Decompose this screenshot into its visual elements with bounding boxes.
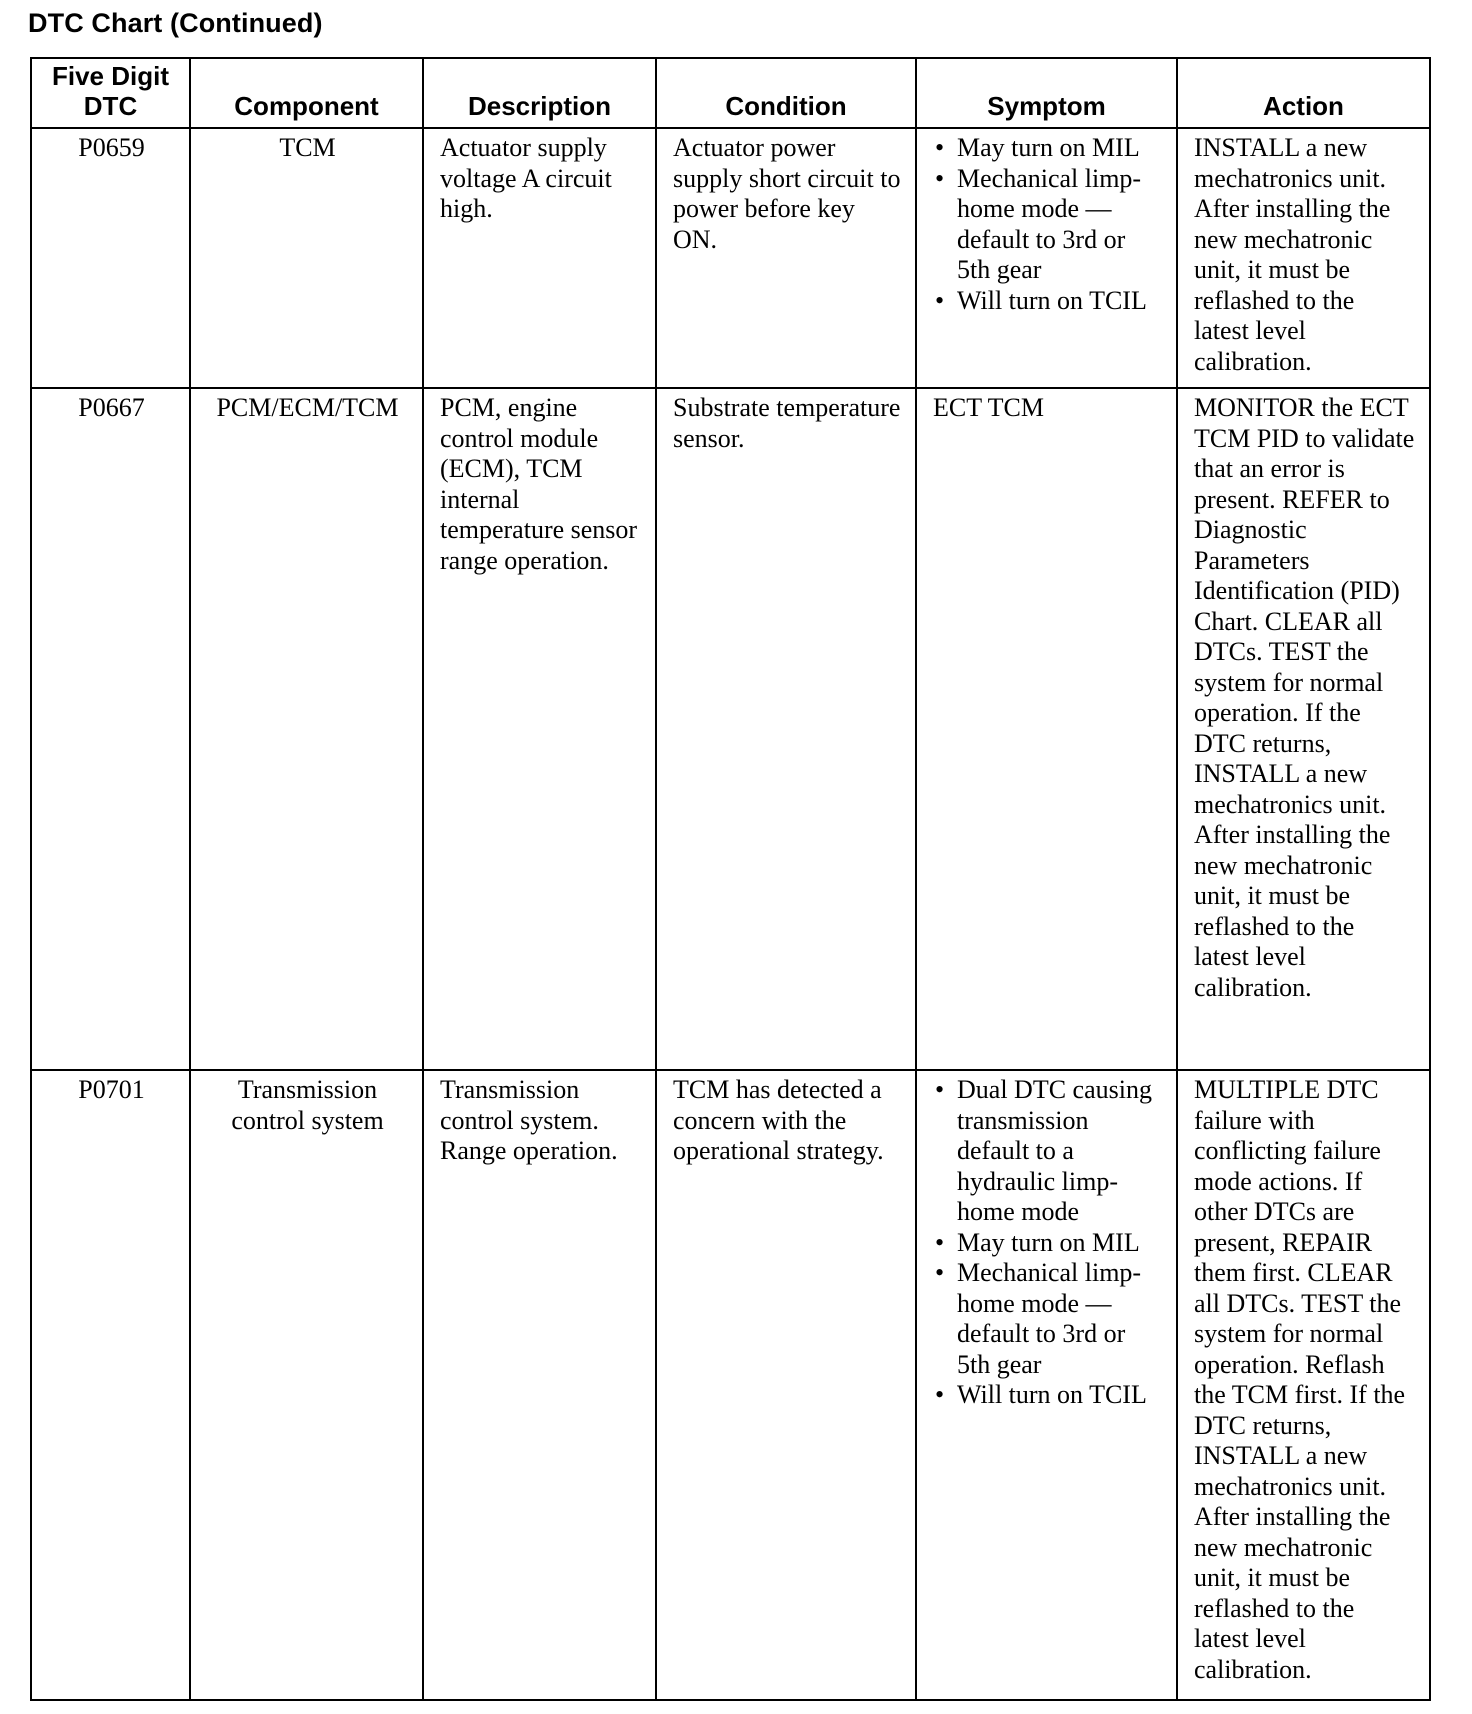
table-row (31, 1070, 1430, 1700)
condition-cell: Actuator power supply short circuit to power before key ON. (656, 128, 916, 388)
component-cell: Transmission control system (190, 1070, 423, 1700)
table-row (31, 388, 1430, 1070)
symptom-cell (916, 1070, 1177, 1700)
description-cell: PCM, engine control module (ECM), TCM internal temperature sensor range operation. (423, 388, 656, 1070)
dtc-code: P0659 (31, 128, 190, 388)
symptom-item: • Will turn on TCIL (933, 1380, 1162, 1411)
table-row (31, 128, 1430, 388)
header-action: Action (1177, 58, 1430, 128)
action-cell: MONITOR the ECT TCM PID to validate that an error is present. REFER to Diagnostic Parameters Identification (PID) Chart. CLEAR all DTCs. TEST the system for normal operation. If the DTC returns, INSTALL a new mechatronics unit. After installing the new mechatronic unit, it must be reflashed to the latest level calibration. (1177, 388, 1430, 1070)
dtc-code: P0701 (31, 1070, 190, 1700)
header-symptom: Symptom (916, 58, 1177, 128)
header-row (31, 58, 1430, 128)
description-cell: Transmission control system. Range operation. (423, 1070, 656, 1700)
symptom-item: • Mechanical limp-home mode — default to 3rd or 5th gear (933, 1258, 1162, 1380)
header-dtc-line2: DTC (83, 91, 138, 121)
description-cell: Actuator supply voltage A circuit high. (423, 128, 656, 388)
header-component: Component (190, 58, 423, 128)
header-description: Description (423, 58, 656, 128)
symptom-cell: ECT TCM (916, 388, 1177, 1070)
action-cell: INSTALL a new mechatronics unit. After installing the new mechatronic unit, it must be reflashed to the latest level calibration. (1177, 128, 1430, 388)
header-condition: Condition (656, 58, 916, 128)
condition-cell: Substrate temperature sensor. (656, 388, 916, 1070)
symptom-item: • Dual DTC causing transmission default to a hydraulic limp-home mode (933, 1075, 1162, 1228)
component-cell: PCM/ECM/TCM (190, 388, 423, 1070)
symptom-list (933, 1075, 1162, 1411)
symptom-list (933, 133, 1162, 316)
symptom-item: • Mechanical limp-home mode — default to 3rd or 5th gear (933, 164, 1162, 286)
symptom-item: • May turn on MIL (933, 1228, 1162, 1259)
symptom-cell (916, 128, 1177, 388)
component-cell: TCM (190, 128, 423, 388)
symptom-item: • May turn on MIL (933, 133, 1162, 164)
condition-cell: TCM has detected a concern with the operational strategy. (656, 1070, 916, 1700)
dtc-code: P0667 (31, 388, 190, 1070)
dtc-table (30, 57, 1431, 1701)
header-dtc (31, 58, 190, 128)
page-title: DTC Chart (Continued) (28, 8, 323, 38)
symptom-item: • Will turn on TCIL (933, 286, 1162, 317)
action-cell: MULTIPLE DTC failure with conflicting failure mode actions. If other DTCs are present, REPAIR them first. CLEAR all DTCs. TEST the system for normal operation. Reflash the TCM first. If the DTC returns, INSTALL a new mechatronics unit. After installing the new mechatronic unit, it must be reflashed to the latest level calibration. (1177, 1070, 1430, 1700)
header-dtc-line1: Five Digit (51, 61, 169, 91)
